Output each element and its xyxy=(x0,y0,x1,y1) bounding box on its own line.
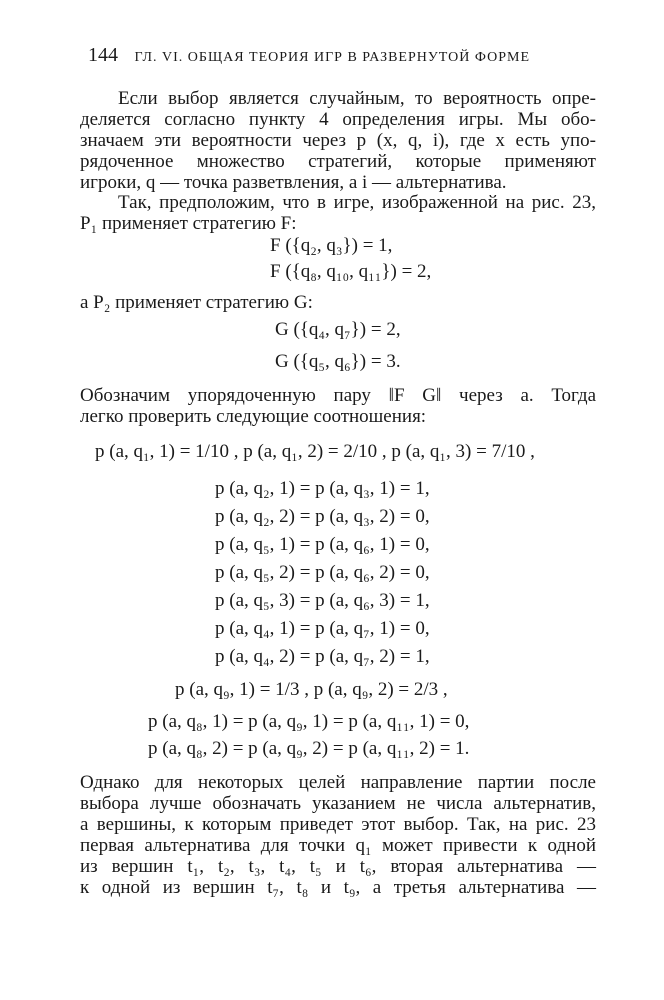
text-line: игроки, q — точка разветвления, а i — альтернатива. xyxy=(80,172,507,193)
running-header xyxy=(88,44,530,67)
paragraph-random-choice xyxy=(80,88,596,193)
chapter-title: ГЛ. VI. ОБЩАЯ ТЕОРИЯ ИГР В РАЗВЕРНУТОЙ ФОРМЕ xyxy=(134,50,530,65)
paragraph-strategy-f xyxy=(80,192,596,234)
equation-probability-row: p (a, q₄, 1) = p (a, q₇, 1) = 0, xyxy=(215,618,430,639)
equation-g-2: G ({q₅, q₆}) = 3. xyxy=(275,351,401,372)
equation-probability-row: p (a, q₂, 2) = p (a, q₃, 2) = 0, xyxy=(215,506,430,527)
text-line: Если выбор является случайным, то вероятность опре- xyxy=(118,88,596,109)
text-line: значаем эти вероятности через p (x, q, i), где x есть упо- xyxy=(80,130,596,151)
equation-probability-row: p (a, q₉, 1) = 1/3 , p (a, q₉, 2) = 2/3 , xyxy=(175,679,448,700)
equation-probability-row: p (a, q₈, 1) = p (a, q₉, 1) = p (a, q₁₁, 1) = 0, xyxy=(148,711,470,732)
text-line: деляется согласно пункту 4 определения игры. Мы обо- xyxy=(80,109,596,130)
text-line: к одной из вершин t₇, t₈ и t₉, а третья альтернатива — xyxy=(80,877,596,898)
equation-probability-row: p (a, q₅, 1) = p (a, q₆, 1) = 0, xyxy=(215,534,430,555)
equation-probability-row: p (a, q₅, 3) = p (a, q₆, 3) = 1, xyxy=(215,590,430,611)
text-line: выбора лучше обозначать указанием не числа альтернатив, xyxy=(80,793,596,814)
equation-f-2: F ({q₈, q₁₀, q₁₁}) = 2, xyxy=(270,261,432,282)
paragraph-ordered-pair xyxy=(80,385,596,427)
text-line: а P₂ применяет стратегию G: xyxy=(80,292,313,313)
text-line: Обозначим упорядоченную пару ‖F G‖ через a. Тогда xyxy=(80,385,596,406)
text-line: P₁ применяет стратегию F: xyxy=(80,213,297,234)
text-line: рядоченное множество стратегий, которые применяют xyxy=(80,151,596,172)
equation-g-1: G ({q₄, q₇}) = 2, xyxy=(275,319,401,340)
text-line: Однако для некоторых целей направление партии после xyxy=(80,772,596,793)
equation-probability-row: p (a, q₈, 2) = p (a, q₉, 2) = p (a, q₁₁, 2) = 1. xyxy=(148,738,470,759)
paragraph-strategy-g xyxy=(80,292,596,313)
equation-probability-row: p (a, q₅, 2) = p (a, q₆, 2) = 0, xyxy=(215,562,430,583)
text-line: Так, предположим, что в игре, изображенной на рис. 23, xyxy=(118,192,596,213)
equation-f-1: F ({q₂, q₃}) = 1, xyxy=(270,235,393,256)
text-line: первая альтернатива для точки q₁ может привести к одной xyxy=(80,835,596,856)
text-line: а вершины, к которым приведет этот выбор. Так, на рис. 23 xyxy=(80,814,596,835)
equation-probability-row: p (a, q₁, 1) = 1/10 , p (a, q₁, 2) = 2/10 , p (a, q₁, 3) = 7/10 , xyxy=(95,441,535,462)
equation-probability-row: p (a, q₂, 1) = p (a, q₃, 1) = 1, xyxy=(215,478,430,499)
page-number: 144 xyxy=(88,44,118,66)
text-line: легко проверить следующие соотношения: xyxy=(80,406,427,427)
equation-probability-row: p (a, q₄, 2) = p (a, q₇, 2) = 1, xyxy=(215,646,430,667)
paragraph-vertices xyxy=(80,772,596,898)
text-line: из вершин t₁, t₂, t₃, t₄, t₅ и t₆, вторая альтернатива — xyxy=(80,856,596,877)
